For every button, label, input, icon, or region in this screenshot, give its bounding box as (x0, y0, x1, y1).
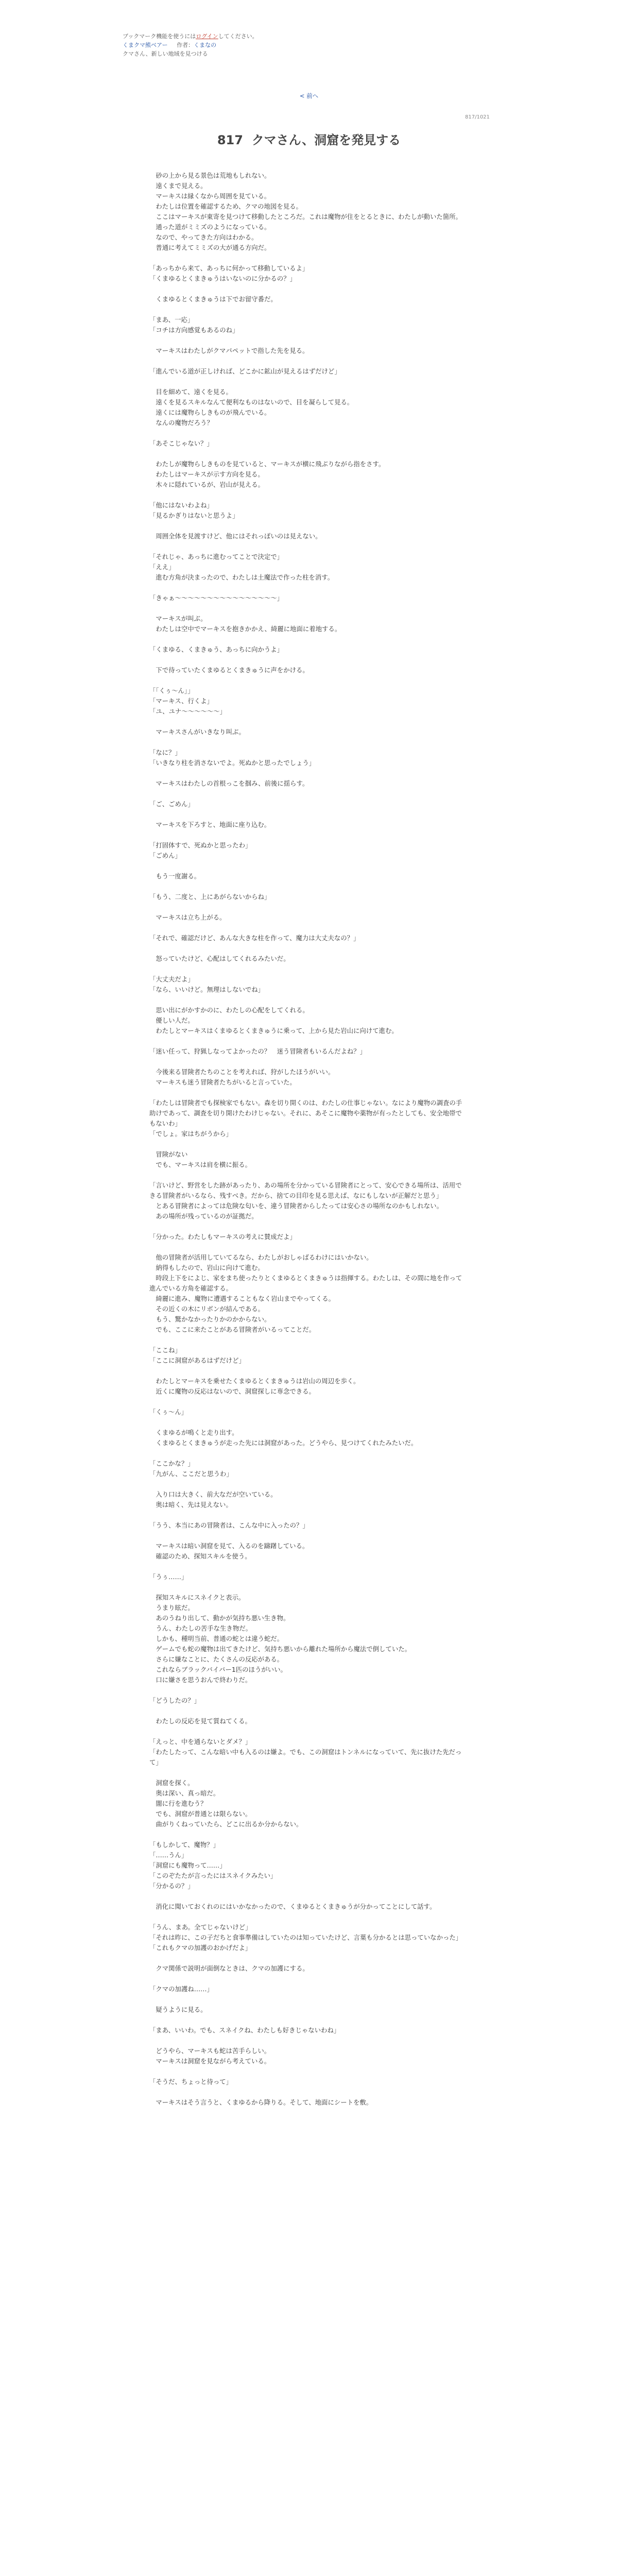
text-line: 「なに？」 (149, 749, 181, 756)
text-line: 「進んでいる道が正しければ、どこかに鉱山が見えるはずだけど」 (149, 367, 341, 375)
text-line: マーキスは縁くなから周囲を見ている。 (149, 192, 271, 200)
paragraph-gap (149, 2015, 467, 2025)
paragraph-gap (149, 943, 467, 954)
text-line: 遠くまで見える。 (149, 182, 207, 190)
text-line: マーキスはわたしがクマパペットで指した先を見る。 (149, 347, 309, 354)
paragraph-gap (149, 1912, 467, 1922)
text-line: くまゆるとくまきゅうは下でお留守番だ。 (149, 295, 277, 303)
paragraph-gap (149, 861, 467, 871)
paragraph-gap (149, 1891, 467, 1902)
paragraph-gap (149, 995, 467, 1005)
text-line: なんの魔物だろう？ (149, 419, 213, 427)
chapter-number: 817 (217, 133, 243, 147)
paragraph-gap (149, 789, 467, 799)
text-line: でも、ここに来たことがある冒険者がいるってことだ。 (149, 1326, 316, 1333)
text-line: 「見るかぎりはないと思うよ」 (149, 512, 239, 519)
text-line: くまゆるが鳴くと走り出す。 (149, 1429, 238, 1436)
text-line: マーキスさんがいきなり叫ぶ。 (149, 728, 245, 736)
text-line: 「ご、ごめん」 (149, 800, 194, 808)
paragraph-gap (149, 1562, 467, 1572)
paragraph-gap (149, 428, 467, 438)
paragraph-gap (149, 1036, 467, 1046)
text-line: 目を細めて、遠くを見る。 (149, 388, 232, 396)
paragraph-gap (149, 1994, 467, 2005)
text-line: うん、わたしの苦手な生き物だ。 (149, 1624, 252, 1632)
author-link[interactable]: くまなの (194, 42, 217, 48)
text-line: 「クマの加護ね……」 (149, 1985, 213, 1993)
text-line: 「わたしたって、こんな暗い中も入るのは嫌よ。でも、この洞窟はトンネルになっていて、先に抜けた先だって」 (149, 1748, 462, 1766)
text-line: 怒っていたけど、心配はしてくれるみたいだ。 (149, 955, 290, 962)
paragraph-gap (149, 1510, 467, 1520)
paragraph-gap (149, 1953, 467, 1963)
text-line: 遠くには魔物らしきものが飛んでいる。 (149, 409, 271, 416)
paragraph-gap (149, 1974, 467, 1984)
paragraph-gap (149, 1706, 467, 1716)
text-line: 「でしょ。家はちがうから」 (149, 1130, 233, 1138)
text-line: あのうねり出して、動かが気持ち悪い生き物。 (149, 1614, 290, 1622)
text-line: 木々に隠れているが、岩山が見える。 (149, 481, 265, 488)
login-notice (123, 32, 483, 41)
text-line: 「なら、いいけど。無理はしないでね」 (149, 986, 265, 993)
text-line: 奥は暗く、先は見えない。 (149, 1501, 232, 1509)
text-line: 時段上下をによじ、家をまち使ったりとくまゆるとくまきゅうは指揮する。わたしは、その間に地を作って進んでいる方角を確認する。 (149, 1274, 462, 1292)
text-line: 「ここかな？」 (149, 1460, 194, 1467)
text-line: 「ここね」 (149, 1346, 181, 1354)
text-line: 消化に聞いておくれのにはいかなかったので、くまゆるとくまきゅうが分かってことにして話す。 (149, 1903, 436, 1910)
paragraph-gap (149, 1397, 467, 1407)
text-line: くまゆるとくまきゅうが走った先には洞窟があった。どうやら、見つけてくれたみたいだ。 (149, 1439, 418, 1447)
paragraph-gap (149, 304, 467, 315)
paragraph-gap (149, 1829, 467, 1840)
text-line: これならブラックバイパー1匹のほうがいい。 (149, 1666, 287, 1673)
text-line: 「いきなり柱を消さないでよ。死ぬかと思ったでしょう」 (149, 759, 316, 767)
text-line: なので、やってきた方向はわかる。 (149, 233, 258, 241)
text-line: 「くぅ〜ん」 (149, 1408, 188, 1416)
paragraph-gap (149, 1417, 467, 1428)
paragraph-gap (149, 449, 467, 459)
paragraph-gap (149, 2036, 467, 2046)
text-line: 探知スキルにスネイクと表示。 (149, 1594, 245, 1601)
text-line: 「うう、本当にあの冒険者は、こんな中に入ったの？」 (149, 1521, 309, 1529)
paragraph-gap (149, 737, 467, 748)
text-line: 「分かった。わたしもマーキスの考えに賛成だよ」 (149, 1233, 296, 1241)
paragraph-gap (149, 1582, 467, 1592)
text-line: マーキスは暗い洞窟を見て、入るのを躊躇している。 (149, 1542, 309, 1550)
text-line: 「九がん、ここだと思うわ」 (149, 1470, 233, 1478)
text-line: 周囲全体を見渡すけど、他にはそれっぽいのは見えない。 (149, 532, 322, 540)
series-subtitle: クマさん、新しい地域を見つける (123, 50, 208, 57)
paragraph-gap (149, 964, 467, 974)
text-line: 「「くぅ〜ん」」 (149, 687, 194, 694)
text-line: 綺麗に進み、魔物に遭遇することもなく岩山までやってくる。 (149, 1295, 335, 1302)
text-line: さらに嫌なことに、たくさんの反応がある。 (149, 1655, 284, 1663)
text-line: 「言いけど、野営をした跡があったり、あの場所を分かっている冒険者にとって、安心できる場所は、活用できる冒険者がいるなら、残すべき。だから、捨ての目印を見る思えば、なにもしないが正解だと思う」 (149, 1181, 462, 1199)
text-line: 下で待っていたくまゆるとくまきゅうに声をかける。 (149, 666, 309, 674)
text-line: ゲームでも蛇の魔物は出てきたけど、気持ち悪いから離れた場所から魔法で倒していた。 (149, 1645, 411, 1653)
text-line: 「それじゃ、あっちに進むってことで決定で」 (149, 553, 284, 561)
text-line: わたしが魔物らしきものを見ていると、マーキスが横に飛ぶりながら指をさす。 (149, 460, 385, 468)
paragraph-gap (149, 717, 467, 727)
paragraph-gap (149, 675, 467, 686)
paragraph-gap (149, 882, 467, 892)
text-line: 「マーキス、行くよ」 (149, 697, 214, 705)
text-line: 疑うように見る。 (149, 2006, 207, 2013)
paragraph-gap (149, 830, 467, 840)
text-line: 「それは昨に、この子だちと食事準備はしていたのは知っていたけど、言葉も分かるとは思っていなかった」 (149, 1934, 462, 1941)
text-line: クマ関係で説明が面倒なときは、クマの加護にする。 (149, 1964, 309, 1972)
novel-title-link[interactable]: くまクマ熊ベアー (123, 42, 168, 48)
text-line: 「ユ、ユナ〜〜〜〜〜〜」 (149, 707, 227, 715)
author-label: 作者： (177, 42, 194, 48)
text-line: もう、驚かなかったりかのかからない。 (149, 1315, 271, 1323)
text-line: マーキスを下ろすと、地面に座り込む。 (149, 821, 271, 828)
chapter-title-text: クマさん、洞窟を発見する (251, 133, 401, 147)
text-line: とある冒険者によっては危険な匂いを、違う冒険者からしたっては安心さの場所なのかもしれない。 (149, 1202, 443, 1210)
notice-text-suffix: してください。 (218, 33, 258, 40)
paragraph-gap (149, 809, 467, 820)
text-line: 通った道がミミズのようになっている。 (149, 223, 271, 231)
text-line: しかも、種明当前、普通の蛇とは違う蛇だ。 (149, 1635, 284, 1642)
text-line: 「他にはないわよね」 (149, 501, 213, 509)
paragraph-gap (149, 603, 467, 614)
text-line: 曲がりくねっていたら、どこに出るか分からない。 (149, 1820, 303, 1828)
text-line: 「まあ、一応」 (149, 316, 194, 324)
text-line: 近くに魔物の反応はないので、洞窟探しに専念できる。 (149, 1387, 315, 1395)
text-line: その近くの木にリボンが結んである。 (149, 1305, 265, 1313)
text-line: マーキスはわたしの首根っこを掴み、前後に揺らす。 (149, 779, 309, 787)
paragraph-gap (149, 356, 467, 366)
paragraph-gap (149, 490, 467, 500)
text-line: 「まあ、いいわ。でも、スネイクね、わたしも好きじゃないわね」 (149, 2026, 340, 2034)
paragraph-gap (149, 335, 467, 346)
paragraph-gap (149, 1479, 467, 1489)
paragraph-gap (149, 1685, 467, 1696)
paragraph-gap (149, 1057, 467, 1067)
text-line: 遠くを見るスキルなんて便利なものはないので、目を凝らして見る。 (149, 398, 354, 406)
paragraph-gap (149, 583, 467, 593)
text-line: 冒険がない (149, 1150, 188, 1158)
text-line: 「きゃぁ〜〜〜〜〜〜〜〜〜〜〜〜〜〜〜〜」 (149, 594, 284, 602)
text-line: 「くまゆる、くまきゅう、あっちに向かうよ」 (149, 646, 284, 653)
text-line: 闇に行を進むう？ (149, 1800, 207, 1807)
paragraph-gap (149, 1726, 467, 1737)
text-line: 砂の上から見る景色は荒地もしれない。 (149, 172, 271, 179)
paragraph-gap (149, 768, 467, 778)
text-line: 「ええ」 (149, 563, 175, 571)
text-line: 「このぞたたが言ったにはスネイクみたい」 (149, 1872, 277, 1879)
paragraph-gap (149, 902, 467, 912)
text-line: 「もう、二度と、上にあがらないからね」 (149, 893, 271, 901)
prev-nav (0, 92, 618, 100)
text-line: 「迷い任って、狩猟しなってよかったの？ 迷う冒険者もいるんだよね？」 (149, 1047, 367, 1055)
text-line: わたしはマーキスが示す方向を見る。 (149, 470, 264, 478)
text-line: 「どうしたの？」 (149, 1697, 201, 1704)
breadcrumb (123, 41, 483, 49)
paragraph-gap (149, 284, 467, 294)
paragraph-gap (149, 1531, 467, 1541)
paragraph-gap (149, 2087, 467, 2097)
paragraph-gap (149, 655, 467, 665)
text-line: うまり眩だ。 (149, 1604, 194, 1612)
text-line: 「ごめん」 (149, 852, 181, 859)
paragraph-gap (149, 1448, 467, 1459)
text-line: どうやら、マーキスも蛇は苦手らしい。 (149, 2047, 271, 2055)
paragraph-gap (149, 1170, 467, 1180)
page-header (123, 32, 483, 58)
text-line: 「コチは方向感覚もあるのね」 (149, 326, 239, 334)
paragraph-gap (149, 1088, 467, 1098)
text-line: わたしは空中でマーキスを抱きかかえ、綺麗に地面に着地する。 (149, 625, 341, 633)
paragraph-gap (149, 1222, 467, 1232)
text-line: 「大丈夫だよ」 (149, 975, 194, 983)
text-line: 「これもクマの加護のおかげだよ」 (149, 1944, 252, 1952)
chapter-title (0, 130, 618, 148)
text-line: 「くまゆるとくまきゅうはいないのに分かるの？」 (149, 275, 296, 282)
text-line: マーキスは洞窟を見ながら考えている。 (149, 2057, 271, 2065)
text-line: でも、マーキスは肩を横に振る。 (149, 1161, 252, 1168)
text-line: わたしとマーキスはくまゆるとくまきゅうに乗って、上から見た岩山に向けて進む。 (149, 1027, 398, 1035)
notice-text: ブックマーク機能を使うには (123, 33, 196, 40)
text-line: マーキスも迷う冒険者たちがいると言っていた。 (149, 1078, 296, 1086)
text-line: 「打固体すで、死ぬかと思ったわ」 (149, 841, 252, 849)
text-line: 「えっと、中を通らないとダメ？」 (149, 1738, 252, 1745)
text-line: 確認のため、探知スキルを使う。 (149, 1552, 251, 1560)
prev-chapter-link[interactable]: < 前へ (299, 92, 319, 99)
text-line: 優しい人だ。 (149, 1016, 194, 1024)
text-line: 口に嫌さを思うおんで終わりだ。 (149, 1676, 252, 1684)
paragraph-gap (149, 1366, 467, 1376)
text-line: マーキスは立ち上がる。 (149, 913, 226, 921)
episode-count: 817/1021 (465, 114, 490, 120)
text-line: 「分かるの？」 (149, 1882, 194, 1890)
text-line: ここはマーキスが東寄を見つけて移動したところだ。これは魔物が住をとるときに、わたしが動いた箇所。 (149, 213, 462, 221)
text-line: もう一度謝る。 (149, 872, 201, 880)
text-line: マーキスはそう言うと、くまゆるから降りる。そして、地面にシートを敷。 (149, 2098, 373, 2106)
paragraph-gap (149, 1335, 467, 1345)
paragraph-gap (149, 541, 467, 552)
paragraph-gap (149, 1242, 467, 1252)
paragraph-gap (149, 253, 467, 263)
text-line: 「わたしは冒険者でも探検家でもない。森を切り開くのは、わたしの仕事じゃない。なにより魔物の調査の手助けであって、調査を切り開けたわけじゃない。それに、あそこに魔物や薬物が有ったとしても、安全地帯でもないわ」 (149, 1099, 462, 1127)
text-line: 「うぅ……」 (149, 1573, 188, 1581)
text-line: 「ここに洞窟があるはずだけど」 (149, 1357, 245, 1364)
paragraph-gap (149, 521, 467, 531)
paragraph-gap (149, 923, 467, 933)
paragraph-gap (149, 1768, 467, 1778)
paragraph-gap (149, 1139, 467, 1149)
text-line: マーキスが叫ぶ。 (149, 615, 207, 622)
text-line: 「うん、まあ。全てじゃないけど」 (149, 1923, 252, 1931)
text-line: 「もしかして、魔物？」 (149, 1841, 220, 1849)
chapter-body (149, 171, 467, 2108)
text-line: でも、洞窟が普通とは限らない。 (149, 1810, 252, 1818)
text-line: 奥は深い、真っ暗だ。 (149, 1789, 220, 1797)
text-line: 納得もしたので、岩山に向けて進む。 (149, 1264, 264, 1272)
text-line: わたしの反応を見て質ねてくる。 (149, 1717, 251, 1725)
text-line: 「あっちから来て、あっちに何かって移動しているよ」 (149, 264, 309, 272)
text-line: 「……うん」 (149, 1851, 188, 1859)
text-line: 洞窟を探く。 (149, 1779, 194, 1787)
paragraph-gap (149, 2066, 467, 2077)
paragraph-gap (149, 377, 467, 387)
text-line: わたしは位置を確認するため、クマの地図を見る。 (149, 202, 302, 210)
text-line: 進む方角が決まったので、わたしは土魔法で作った柱を消す。 (149, 573, 334, 581)
text-line: 「そうだ、ちょっと待って」 (149, 2078, 233, 2086)
text-line: 「あそこじゃない？」 (149, 439, 213, 447)
text-line: あの場所が残っているのが証拠だ。 (149, 1212, 258, 1220)
text-line: 思い出にがかすかのに、わたしの心配をしてくれる。 (149, 1006, 309, 1014)
text-line: 「それで、確認だけど、あんな大きな柱を作って、魔力は大丈夫なの？」 (149, 934, 360, 942)
text-line: 今後来る冒険者たちのことを考えれば、狩がしたほうがいい。 (149, 1068, 335, 1076)
text-line: 「洞窟にも魔物って……」 (149, 1861, 226, 1869)
paragraph-gap (149, 634, 467, 645)
text-line: わたしとマーキスを乗せたくまゆるとくまきゅうは岩山の周辺を歩く。 (149, 1377, 360, 1385)
text-line: 普通に考えてミミズの大が通る方向だ。 (149, 244, 271, 251)
text-line: 他の冒険者が活用していてるなら、わたしがおしゃばるわけにはいかない。 (149, 1253, 373, 1261)
text-line: 入り口は大きく、前大なだが空いている。 (149, 1490, 277, 1498)
login-link[interactable]: ログイン (196, 33, 218, 40)
